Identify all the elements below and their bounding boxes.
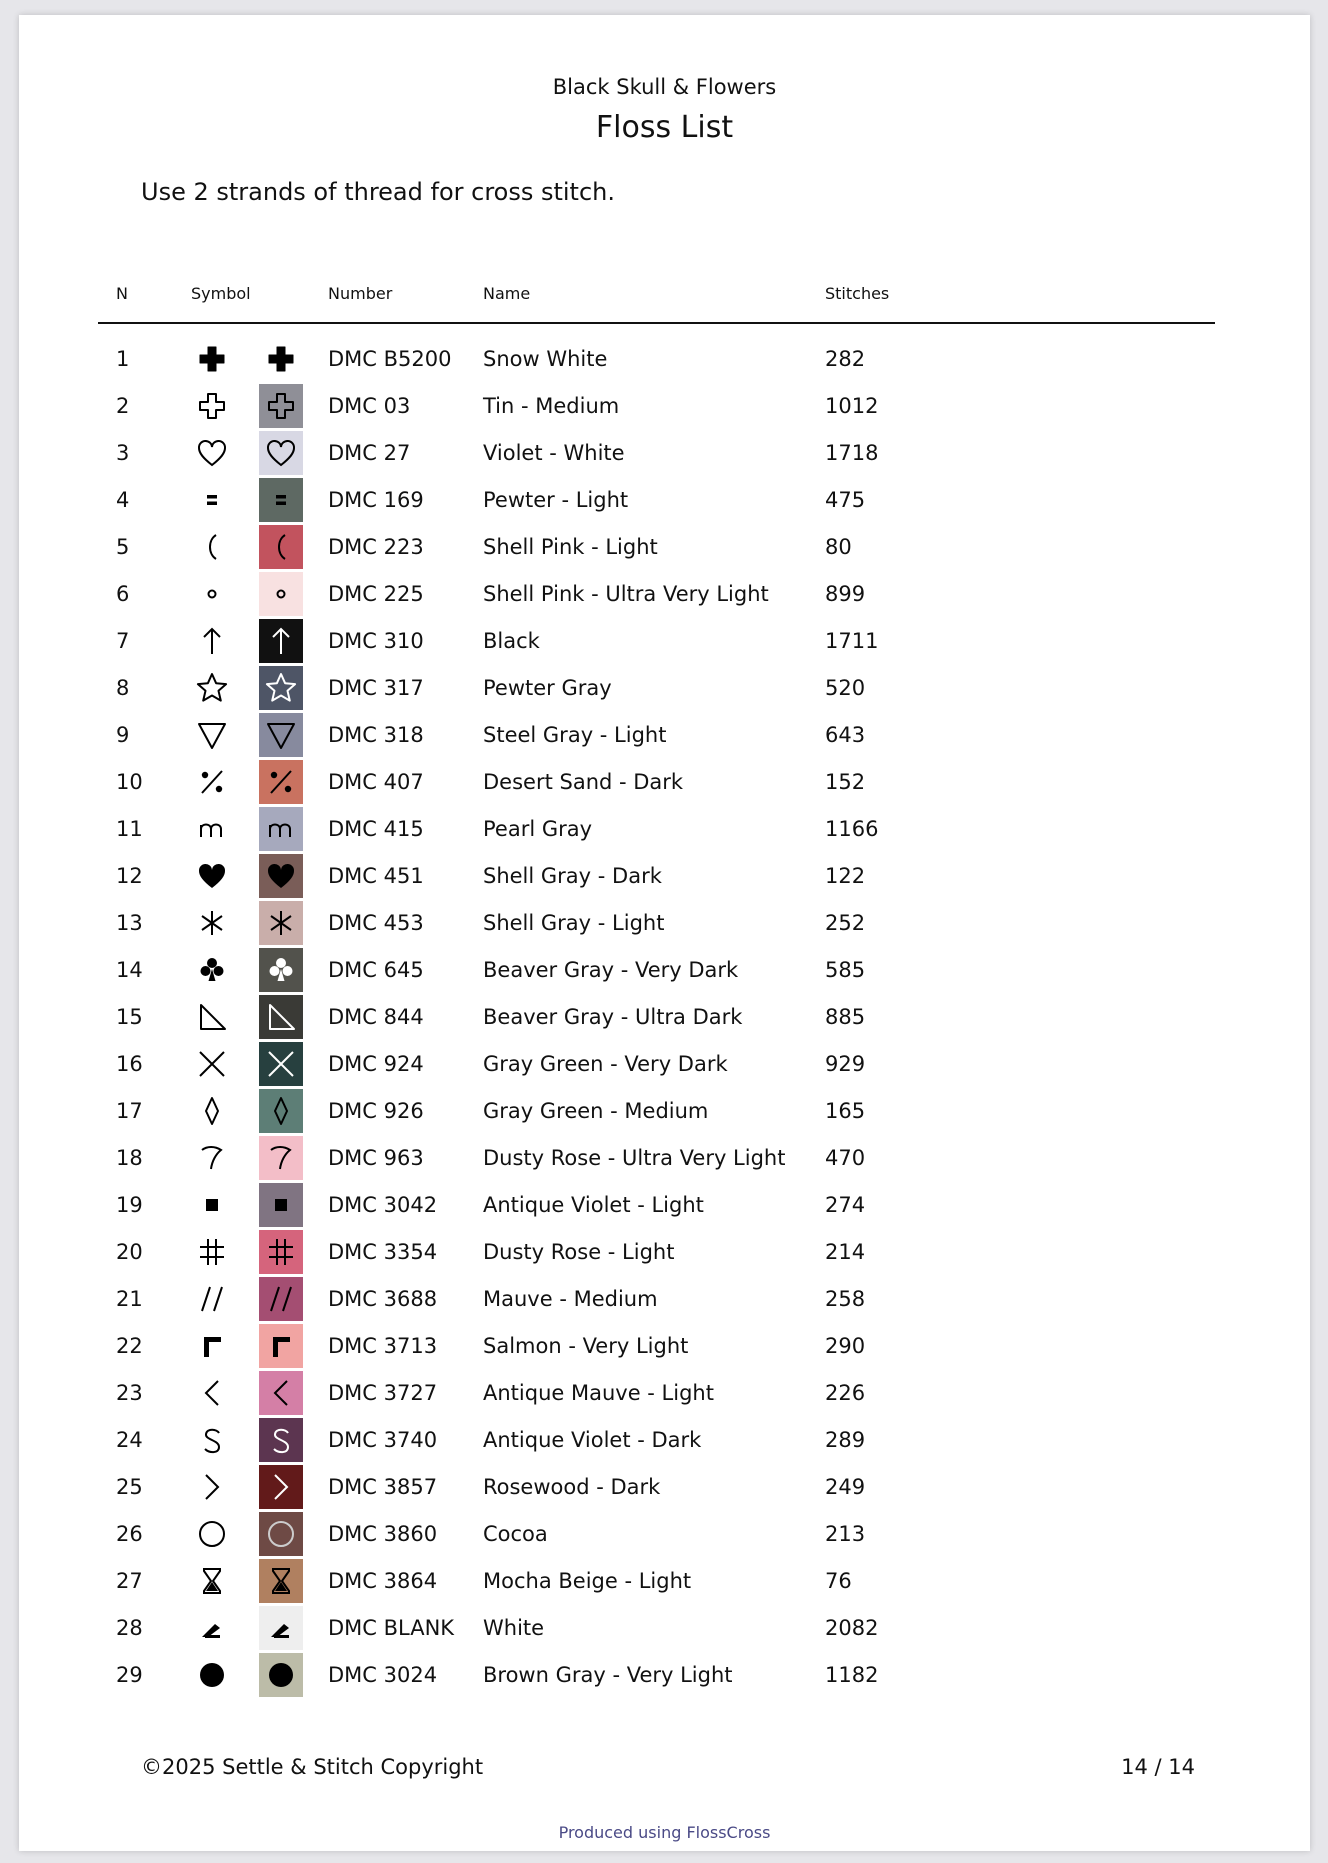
floss-name: Rosewood - Dark xyxy=(483,1475,661,1499)
table-row xyxy=(98,524,1215,571)
floss-name: Brown Gray - Very Light xyxy=(483,1663,733,1687)
circle-solid-icon xyxy=(190,1653,234,1697)
row-number: 11 xyxy=(116,817,143,841)
stitch-count: 282 xyxy=(825,347,866,371)
table-row xyxy=(98,477,1215,524)
less-than-icon xyxy=(190,1371,234,1415)
floss-name: Dusty Rose - Ultra Very Light xyxy=(483,1146,786,1170)
row-number: 8 xyxy=(116,676,130,700)
corner-icon xyxy=(190,1324,234,1368)
color-swatch xyxy=(259,760,303,804)
header-symbol: Symbol xyxy=(191,284,251,303)
table-row xyxy=(98,1652,1215,1699)
m-icon xyxy=(190,807,234,851)
color-swatch xyxy=(259,666,303,710)
color-swatch xyxy=(259,1371,303,1415)
floss-name: Antique Mauve - Light xyxy=(483,1381,714,1405)
color-swatch xyxy=(259,854,303,898)
table-row xyxy=(98,571,1215,618)
table-row xyxy=(98,336,1215,383)
header-number: Number xyxy=(328,284,393,303)
floss-number: DMC 317 xyxy=(328,676,424,700)
diamond-outline-icon xyxy=(190,1089,234,1133)
row-number: 14 xyxy=(116,958,143,982)
floss-name: Desert Sand - Dark xyxy=(483,770,684,794)
stitch-count: 475 xyxy=(825,488,866,512)
floss-number: DMC 415 xyxy=(328,817,424,841)
stitch-count: 249 xyxy=(825,1475,866,1499)
star-outline-icon xyxy=(190,666,234,710)
color-swatch xyxy=(259,1230,303,1274)
table-row xyxy=(98,1182,1215,1229)
row-number: 13 xyxy=(116,911,143,935)
check-mark-icon xyxy=(190,1606,234,1650)
stitch-count: 122 xyxy=(825,864,866,888)
floss-number: DMC 844 xyxy=(328,1005,424,1029)
color-swatch xyxy=(259,525,303,569)
stitch-count: 289 xyxy=(825,1428,866,1452)
floss-number: DMC 963 xyxy=(328,1146,424,1170)
x-icon xyxy=(190,1042,234,1086)
row-number: 20 xyxy=(116,1240,143,1264)
row-number: 29 xyxy=(116,1663,143,1687)
table-row xyxy=(98,383,1215,430)
floss-number: DMC 926 xyxy=(328,1099,424,1123)
floss-name: Shell Pink - Ultra Very Light xyxy=(483,582,769,606)
row-number: 28 xyxy=(116,1616,143,1640)
seven-icon xyxy=(190,1136,234,1180)
color-swatch xyxy=(259,1324,303,1368)
stitch-count: 1182 xyxy=(825,1663,879,1687)
table-row xyxy=(98,1464,1215,1511)
color-swatch xyxy=(259,572,303,616)
floss-number: DMC 27 xyxy=(328,441,411,465)
greater-than-icon xyxy=(190,1465,234,1509)
row-number: 3 xyxy=(116,441,130,465)
stitch-count: 899 xyxy=(825,582,866,606)
document-page xyxy=(19,15,1310,1851)
row-number: 27 xyxy=(116,1569,143,1593)
stitch-count: 929 xyxy=(825,1052,866,1076)
table-row xyxy=(98,1370,1215,1417)
color-swatch xyxy=(259,901,303,945)
stitch-count: 885 xyxy=(825,1005,866,1029)
color-swatch xyxy=(259,1653,303,1697)
floss-table-body xyxy=(98,336,1215,1699)
color-swatch xyxy=(259,478,303,522)
stitch-count: 585 xyxy=(825,958,866,982)
table-row xyxy=(98,806,1215,853)
cross-solid-icon xyxy=(190,337,234,381)
floss-number: DMC 3864 xyxy=(328,1569,438,1593)
floss-number: DMC 223 xyxy=(328,535,424,559)
floss-name: White xyxy=(483,1616,545,1640)
row-number: 24 xyxy=(116,1428,143,1452)
floss-number: DMC 3688 xyxy=(328,1287,438,1311)
s-icon xyxy=(190,1418,234,1462)
color-swatch xyxy=(259,948,303,992)
floss-number: DMC 225 xyxy=(328,582,424,606)
table-header xyxy=(98,270,1215,324)
stitch-count: 252 xyxy=(825,911,866,935)
stitch-count: 290 xyxy=(825,1334,866,1358)
row-number: 22 xyxy=(116,1334,143,1358)
row-number: 9 xyxy=(116,723,130,747)
header-name: Name xyxy=(483,284,531,303)
floss-number: DMC B5200 xyxy=(328,347,452,371)
page-number: 14 / 14 xyxy=(1121,1755,1195,1779)
floss-number: DMC 645 xyxy=(328,958,424,982)
floss-name: Pearl Gray xyxy=(483,817,593,841)
table-row xyxy=(98,900,1215,947)
color-swatch xyxy=(259,1277,303,1321)
color-swatch xyxy=(259,1136,303,1180)
floss-name: Dusty Rose - Light xyxy=(483,1240,675,1264)
stitch-count: 470 xyxy=(825,1146,866,1170)
floss-name: Beaver Gray - Very Dark xyxy=(483,958,739,982)
floss-name: Antique Violet - Dark xyxy=(483,1428,702,1452)
floss-number: DMC 03 xyxy=(328,394,411,418)
floss-name: Black xyxy=(483,629,540,653)
floss-name: Pewter Gray xyxy=(483,676,612,700)
floss-number: DMC 3354 xyxy=(328,1240,438,1264)
floss-number: DMC 3713 xyxy=(328,1334,438,1358)
floss-number: DMC 3042 xyxy=(328,1193,438,1217)
page-title: Floss List xyxy=(595,110,734,145)
floss-number: DMC 310 xyxy=(328,629,424,653)
floss-number: DMC 169 xyxy=(328,488,424,512)
floss-name: Cocoa xyxy=(483,1522,548,1546)
asterisk-icon xyxy=(190,901,234,945)
equals-icon xyxy=(190,478,234,522)
floss-name: Violet - White xyxy=(483,441,625,465)
stitch-count: 520 xyxy=(825,676,866,700)
floss-name: Shell Pink - Light xyxy=(483,535,658,559)
heart-solid-icon xyxy=(190,854,234,898)
cross-outline-icon xyxy=(190,384,234,428)
color-swatch xyxy=(259,1042,303,1086)
row-number: 18 xyxy=(116,1146,143,1170)
table-row xyxy=(98,712,1215,759)
stitch-count: 274 xyxy=(825,1193,866,1217)
stitch-count: 1012 xyxy=(825,394,879,418)
table-row xyxy=(98,947,1215,994)
floss-number: DMC 407 xyxy=(328,770,424,794)
header-n: N xyxy=(116,284,128,303)
table-row xyxy=(98,1605,1215,1652)
stitch-count: 76 xyxy=(825,1569,852,1593)
stitch-count: 213 xyxy=(825,1522,866,1546)
stitch-count: 152 xyxy=(825,770,866,794)
color-swatch xyxy=(259,995,303,1039)
row-number: 16 xyxy=(116,1052,143,1076)
color-swatch xyxy=(259,713,303,757)
row-number: 2 xyxy=(116,394,130,418)
produced-by-text: Produced using FlossCross xyxy=(558,1823,771,1842)
color-swatch xyxy=(259,1418,303,1462)
floss-name: Beaver Gray - Ultra Dark xyxy=(483,1005,743,1029)
floss-name: Mocha Beige - Light xyxy=(483,1569,692,1593)
floss-name: Gray Green - Medium xyxy=(483,1099,709,1123)
row-number: 7 xyxy=(116,629,130,653)
floss-number: DMC 3740 xyxy=(328,1428,438,1452)
right-triangle-icon xyxy=(190,995,234,1039)
floss-name: Shell Gray - Light xyxy=(483,911,665,935)
color-swatch xyxy=(259,1089,303,1133)
row-number: 5 xyxy=(116,535,130,559)
table-row xyxy=(98,759,1215,806)
club-icon xyxy=(190,948,234,992)
color-swatch xyxy=(259,384,303,428)
color-swatch xyxy=(259,337,303,381)
stitch-count: 1718 xyxy=(825,441,879,465)
table-row xyxy=(98,1229,1215,1276)
row-number: 21 xyxy=(116,1287,143,1311)
table-row xyxy=(98,665,1215,712)
row-number: 10 xyxy=(116,770,143,794)
color-swatch xyxy=(259,1183,303,1227)
row-number: 15 xyxy=(116,1005,143,1029)
row-number: 23 xyxy=(116,1381,143,1405)
up-arrow-icon xyxy=(190,619,234,663)
color-swatch xyxy=(259,431,303,475)
floss-number: DMC BLANK xyxy=(328,1616,455,1640)
table-row xyxy=(98,1417,1215,1464)
heart-outline-icon xyxy=(190,431,234,475)
color-swatch xyxy=(259,1465,303,1509)
table-row xyxy=(98,994,1215,1041)
row-number: 26 xyxy=(116,1522,143,1546)
table-row xyxy=(98,1276,1215,1323)
table-row xyxy=(98,1135,1215,1182)
floss-name: Salmon - Very Light xyxy=(483,1334,689,1358)
stitch-count: 214 xyxy=(825,1240,866,1264)
double-slash-icon xyxy=(190,1277,234,1321)
table-row xyxy=(98,1323,1215,1370)
stitch-count: 2082 xyxy=(825,1616,879,1640)
circle-outline-icon xyxy=(190,1512,234,1556)
hourglass-icon xyxy=(190,1559,234,1603)
small-circle-icon xyxy=(190,572,234,616)
row-number: 6 xyxy=(116,582,130,606)
floss-name: Mauve - Medium xyxy=(483,1287,658,1311)
floss-name: Shell Gray - Dark xyxy=(483,864,662,888)
stitch-count: 80 xyxy=(825,535,852,559)
row-number: 12 xyxy=(116,864,143,888)
floss-number: DMC 3857 xyxy=(328,1475,438,1499)
table-row xyxy=(98,1041,1215,1088)
color-swatch xyxy=(259,619,303,663)
header-stitches: Stitches xyxy=(825,284,890,303)
stitch-count: 258 xyxy=(825,1287,866,1311)
row-number: 4 xyxy=(116,488,130,512)
floss-name: Pewter - Light xyxy=(483,488,629,512)
stitch-count: 1166 xyxy=(825,817,879,841)
small-square-icon xyxy=(190,1183,234,1227)
instruction-text: Use 2 strands of thread for cross stitch. xyxy=(141,178,615,206)
stitch-count: 1711 xyxy=(825,629,879,653)
stitch-count: 226 xyxy=(825,1381,866,1405)
stitch-count: 643 xyxy=(825,723,866,747)
color-swatch xyxy=(259,807,303,851)
floss-number: DMC 3024 xyxy=(328,1663,438,1687)
percent-icon xyxy=(190,760,234,804)
table-row xyxy=(98,430,1215,477)
table-row xyxy=(98,1558,1215,1605)
table-row xyxy=(98,618,1215,665)
row-number: 17 xyxy=(116,1099,143,1123)
stitch-count: 165 xyxy=(825,1099,866,1123)
floss-name: Antique Violet - Light xyxy=(483,1193,704,1217)
row-number: 19 xyxy=(116,1193,143,1217)
color-swatch xyxy=(259,1512,303,1556)
table-row xyxy=(98,853,1215,900)
floss-name: Snow White xyxy=(483,347,608,371)
copyright-text: ©2025 Settle & Stitch Copyright xyxy=(141,1755,484,1779)
down-triangle-icon xyxy=(190,713,234,757)
table-row xyxy=(98,1088,1215,1135)
color-swatch xyxy=(259,1559,303,1603)
row-number: 25 xyxy=(116,1475,143,1499)
floss-name: Steel Gray - Light xyxy=(483,723,667,747)
color-swatch xyxy=(259,1606,303,1650)
floss-number: DMC 3860 xyxy=(328,1522,438,1546)
pattern-title: Black Skull & Flowers xyxy=(552,75,777,99)
left-paren-icon xyxy=(190,525,234,569)
floss-number: DMC 453 xyxy=(328,911,424,935)
floss-number: DMC 3727 xyxy=(328,1381,438,1405)
floss-number: DMC 318 xyxy=(328,723,424,747)
hash-icon xyxy=(190,1230,234,1274)
floss-name: Tin - Medium xyxy=(483,394,620,418)
floss-number: DMC 924 xyxy=(328,1052,424,1076)
row-number: 1 xyxy=(116,347,130,371)
floss-name: Gray Green - Very Dark xyxy=(483,1052,728,1076)
floss-number: DMC 451 xyxy=(328,864,424,888)
table-row xyxy=(98,1511,1215,1558)
